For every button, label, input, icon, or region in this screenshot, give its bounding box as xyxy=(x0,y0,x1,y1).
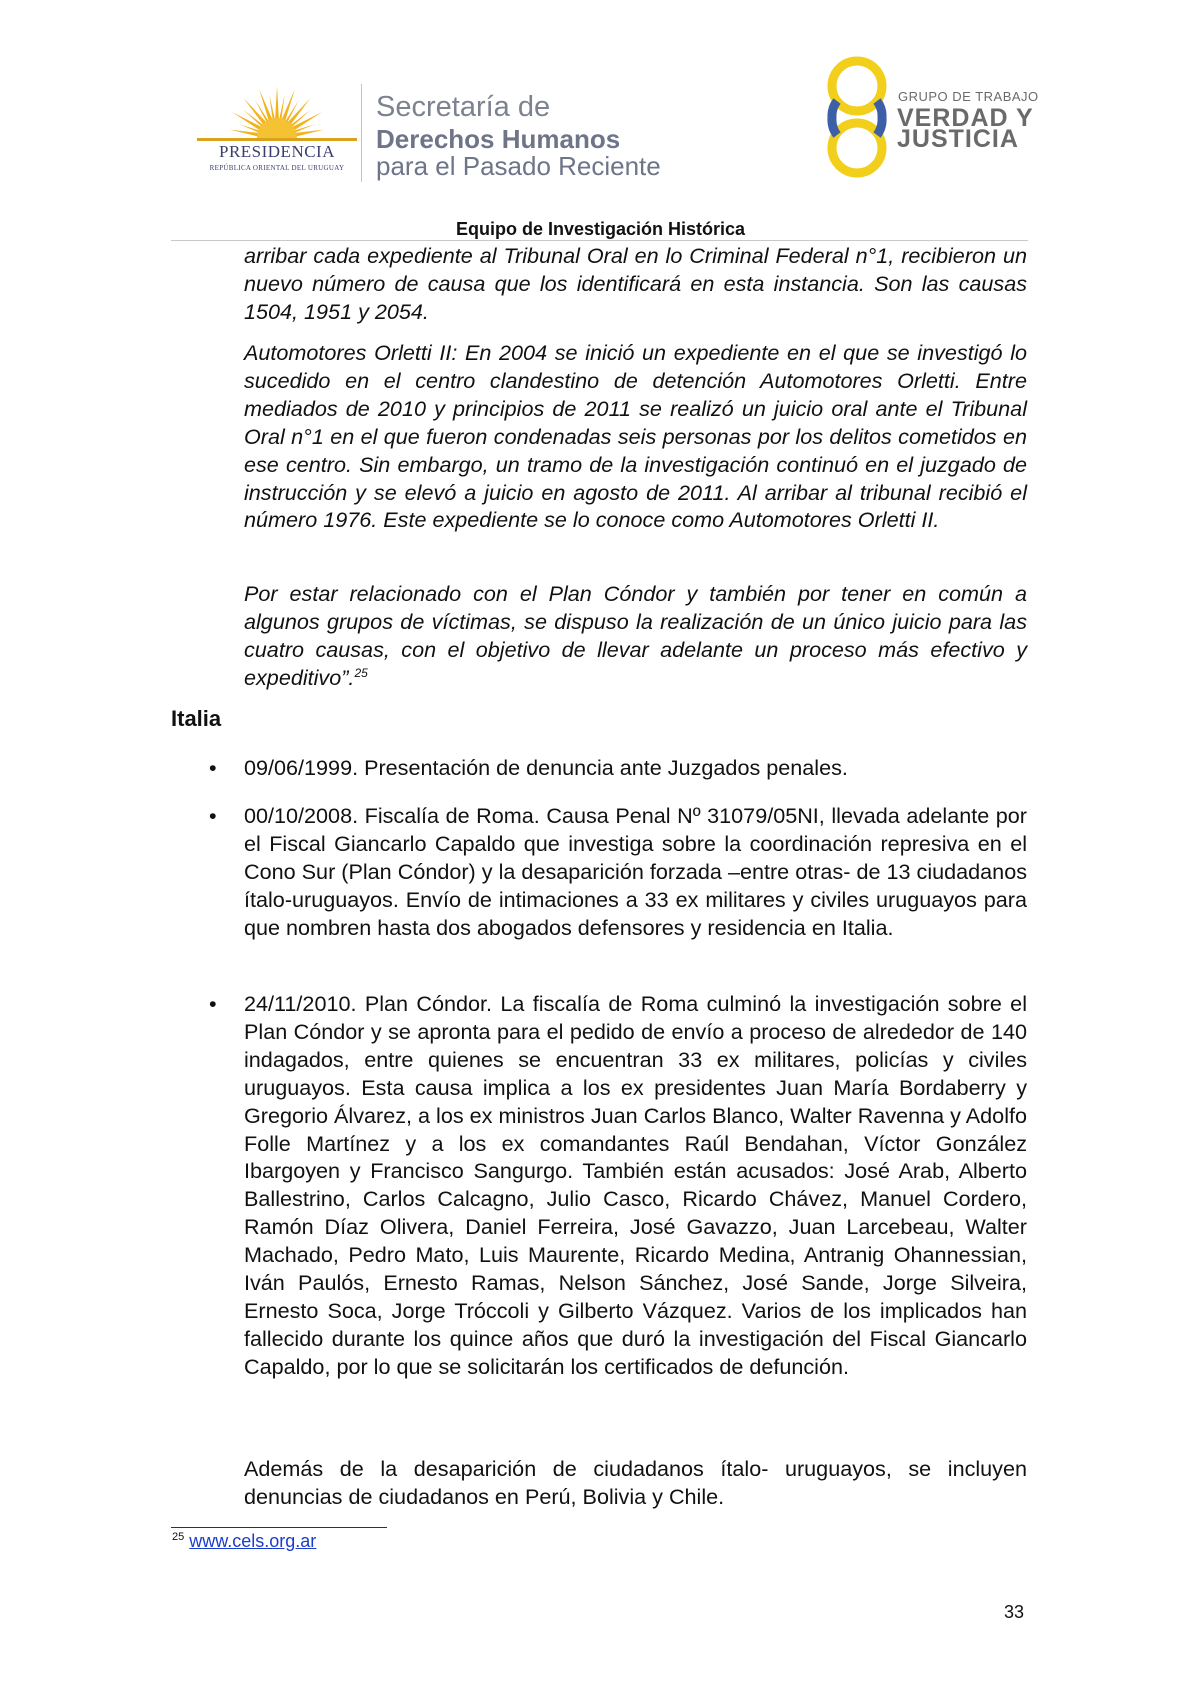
bullet-icon: • xyxy=(209,755,217,780)
grupo-line-1: GRUPO DE TRABAJO xyxy=(898,89,1039,104)
paragraph-plan-condor-text: Por estar relacionado con el Plan Cóndor y también por tener en común a algunos grupos de víctimas, se dispuso la realización de un único juicio para las cuatro causas, con el objetivo de llevar adelante un proceso más efectivo y expeditivo”. xyxy=(244,581,1027,690)
verdad-justicia-rings-logo xyxy=(823,56,891,180)
footnote-number: 25 xyxy=(172,1531,185,1543)
page-number: 33 xyxy=(1004,1602,1025,1622)
presidencia-title: PRESIDENCIA xyxy=(218,142,335,161)
footnote-ref: 25 xyxy=(354,665,368,680)
footnote-rule xyxy=(171,1527,387,1528)
paragraph-ademas: Además de la desaparición de ciudadanos ítalo- uruguayos, se incluyen denuncias de ciudadanos en Perú, Bolivia y Chile. xyxy=(244,1456,1027,1509)
secretaria-line-1: Secretaría de xyxy=(376,91,551,123)
page-header xyxy=(0,0,1191,245)
grupo-line-3: JUSTICIA xyxy=(897,125,1019,153)
section-heading-italia: Italia xyxy=(171,706,222,731)
bullet-item-2010: 24/11/2010. Plan Cóndor. La fiscalía de Roma culminó la investigación sobre el Plan Cóndor y se apronta para el pedido de envío a proceso de alrededor de 140 indagados, entre quienes se encuentran 33 ex militares, policías y civiles uruguayos. Esta causa implica a los ex presidentes Juan María Bordaberry y Gregorio Álvarez, a los ex ministros Juan Carlos Blanco, Walter Ravenna y Adolfo Folle Martínez y a los ex comandantes Raúl Bendahan, Víctor González Ibargoyen y Francisco Sangurgo. También están acusados: José Arab, Alberto Ballestrino, Carlos Calcagno, Julio Casco, Ricardo Chávez, Manuel Cordero, Ramón Díaz Olivera, Daniel Ferreira, José Gavazzo, Juan Larcebeau, Walter Machado, Pedro Mato, Luis Maurente, Ricardo Medina, Antranig Ohannessian, Iván Paulós, Ernesto Ramas, Nelson Sánchez, José Sande, Jorge Silveira, Ernesto Soca, Jorge Tróccoli y Gilberto Vázquez. Varios de los implicados han fallecido durante los quince años que duró la investigación del Fiscal Giancarlo Capaldo, por lo que se solicitarán los certificados de defunción. xyxy=(244,991,1027,1379)
paragraph-continuation: arribar cada expediente al Tribunal Oral en lo Criminal Federal n°1, recibieron un nuevo número de causa que los identificará en esta instancia. Son las causas 1504, 1951 y 2054. xyxy=(244,243,1027,324)
secretaria-line-2: Derechos Humanos xyxy=(376,124,621,154)
presidencia-subtitle: REPÚBLICA ORIENTAL DEL URUGUAY xyxy=(209,164,345,172)
footnote xyxy=(172,1531,316,1552)
bullet-icon: • xyxy=(209,803,217,828)
paragraph-orletti: Automotores Orletti II: En 2004 se inició un expediente en el que se investigó lo sucedido en el centro clandestino de detención Automotores Orletti. Entre mediados de 2010 y principios de 2011 se realizó un juicio oral ante el Tribunal Oral n°1 en el que fueron condenadas seis personas por los delitos cometidos en ese centro. Sin embargo, un tramo de la investigación continuó en el juzgado de instrucción y se elevó a juicio en agosto de 2011. Al arribar al tribunal recibió el número 1976. Este expediente se lo conoce como Automotores Orletti II. xyxy=(244,340,1027,533)
grupo-line-2: VERDAD Y xyxy=(897,104,1034,132)
paragraph-plan-condor xyxy=(244,580,1027,692)
footnote-link[interactable]: www.cels.org.ar xyxy=(189,1531,317,1551)
header-rule xyxy=(171,240,1028,241)
secretaria-line-3: para el Pasado Reciente xyxy=(376,151,661,181)
team-title: Equipo de Investigación Histórica xyxy=(455,219,746,239)
bullet-item-2008: 00/10/2008. Fiscalía de Roma. Causa Penal Nº 31079/05NI, llevada adelante por el Fiscal Giancarlo Capaldo que investiga sobre la coordinación represiva en el Cono Sur (Plan Cóndor) y la desaparición forzada –entre otras- de 13 ciudadanos ítalo-uruguayos. Envío de intimaciones a 33 ex militares y civiles uruguayos para que nombren hasta dos abogados defensores y residencia en Italia. xyxy=(244,803,1027,940)
logo-divider xyxy=(361,84,362,182)
bullet-item-1999: 09/06/1999. Presentación de denuncia ante Juzgados penales. xyxy=(244,755,848,780)
bullet-icon: • xyxy=(209,991,217,1016)
